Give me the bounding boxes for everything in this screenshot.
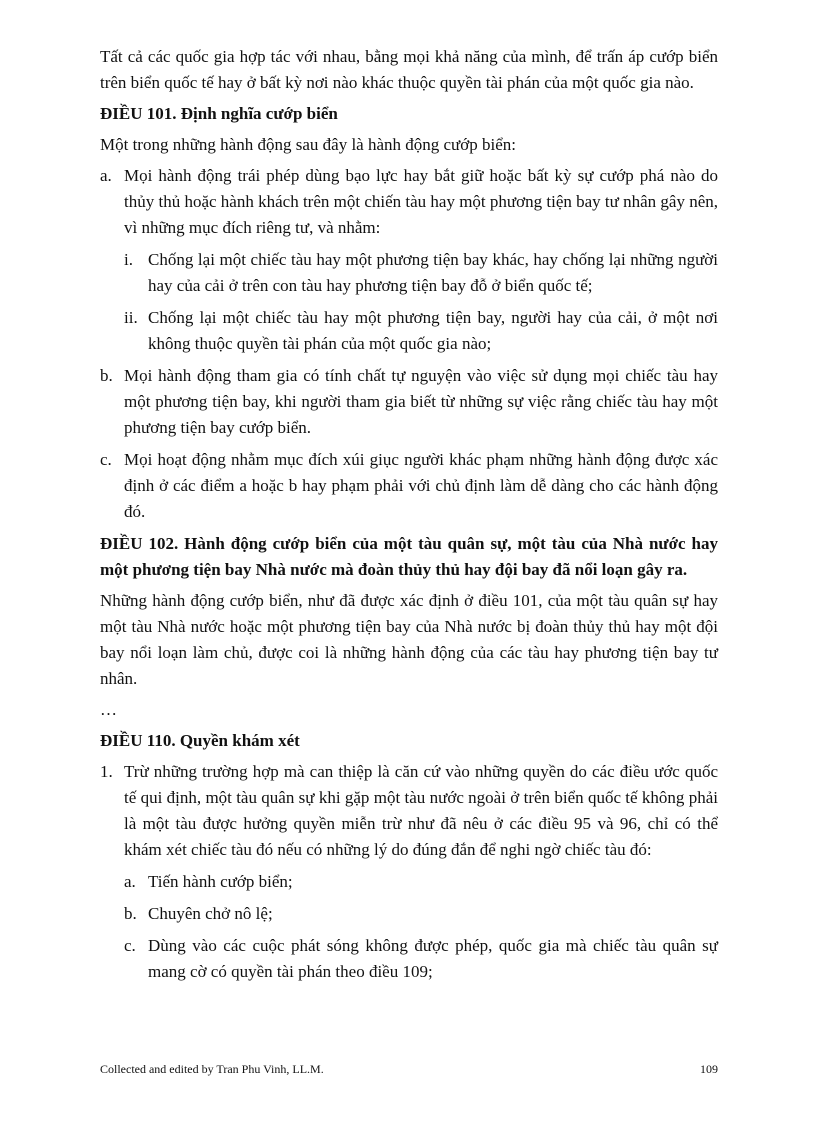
article-110-item-1	[100, 759, 718, 863]
footer-credit: Collected and edited by Tran Phu Vinh, LL.M.	[100, 1062, 324, 1076]
list-item-text: Mọi hành động tham gia có tính chất tự nguyện vào việc sử dụng mọi chiếc tàu hay một phương tiện bay, khi người tham gia biết từ những sự việc rằng chiếc tàu hay một phương tiện bay cướp biển.	[124, 366, 718, 437]
list-marker: c.	[100, 450, 112, 469]
list-marker: b.	[124, 904, 137, 923]
list-item-text: Chuyên chở nô lệ;	[148, 904, 273, 923]
article-101-item-b	[100, 363, 718, 441]
list-item-text: Chống lại một chiếc tàu hay một phương tiện bay, người hay của cải, ở một nơi không thuộc quyền tài phán của một quốc gia nào;	[148, 308, 718, 353]
article-101-item-a-i	[100, 247, 718, 299]
article-110-item-1-b	[100, 901, 718, 927]
list-marker: ii.	[124, 308, 138, 327]
list-marker: b.	[100, 366, 113, 385]
article-110-item-1-c	[100, 933, 718, 985]
list-marker: i.	[124, 250, 133, 269]
intro-paragraph: Tất cả các quốc gia hợp tác với nhau, bằng mọi khả năng của mình, để trấn áp cướp biển trên biển quốc tế hay ở bất kỳ nơi nào khác thuộc quyền tài phán của một quốc gia nào.	[100, 47, 718, 92]
article-110-item-1-a	[100, 869, 718, 895]
list-item-text: Trừ những trường hợp mà can thiệp là căn cứ vào những quyền do các điều ước quốc tế qui định, một tàu quân sự khi gặp một tàu nước ngoài ở trên biển quốc tế không phải là một tàu được hưởng quyền miễn trừ như đã nêu ở các điều 95 và 96, chỉ có thể khám xét chiếc tàu đó nếu có những lý do đúng đắn để nghi ngờ chiếc tàu đó:	[124, 762, 718, 859]
ellipsis: …	[100, 700, 117, 719]
list-marker: a.	[100, 166, 112, 185]
document-body	[100, 44, 718, 991]
page-number: 109	[700, 1062, 718, 1076]
list-item-text: Chống lại một chiếc tàu hay một phương tiện bay khác, hay chống lại những người hay của cải ở trên con tàu hay phương tiện bay đỗ ở biển quốc tế;	[148, 250, 718, 295]
list-marker: 1.	[100, 762, 113, 781]
list-item-text: Mọi hành động trái phép dùng bạo lực hay bắt giữ hoặc bất kỳ sự cướp phá nào do thủy thủ hoặc hành khách trên một chiến tàu hay một phương tiện bay tư nhân gây nên, vì những mục đích riêng tư, và nhằm:	[124, 166, 718, 237]
article-101-lead: Một trong những hành động sau đây là hành động cướp biển:	[100, 135, 516, 154]
article-110-heading: ĐIỀU 110. Quyền khám xét	[100, 731, 300, 750]
article-101-item-a	[100, 163, 718, 241]
list-item-text: Mọi hoạt động nhằm mục đích xúi giục người khác phạm những hành động được xác định ở các điểm a hoặc b hay phạm phải với chủ định làm dễ dàng cho các hành động đó.	[124, 450, 718, 521]
article-101-item-c	[100, 447, 718, 525]
article-101-item-a-ii	[100, 305, 718, 357]
list-item-text: Dùng vào các cuộc phát sóng không được phép, quốc gia mà chiếc tàu quân sự mang cờ có quyền tài phán theo điều 109;	[148, 936, 718, 981]
list-item-text: Tiến hành cướp biển;	[148, 872, 293, 891]
article-101-heading: ĐIỀU 101. Định nghĩa cướp biển	[100, 104, 338, 123]
article-102-paragraph: Những hành động cướp biển, như đã được xác định ở điều 101, của một tàu quân sự hay một tàu Nhà nước hoặc một phương tiện bay của Nhà nước bị đoàn thủy thủ hay một đội bay nổi loạn làm chủ, được coi là những hành động của các tàu hay phương tiện bay tư nhân.	[100, 591, 718, 688]
list-marker: c.	[124, 936, 136, 955]
list-marker: a.	[124, 872, 136, 891]
article-102-heading: ĐIỀU 102. Hành động cướp biển của một tàu quân sự, một tàu của Nhà nước hay một phương tiện bay Nhà nước mà đoàn thủy thủ hay đội bay đã nổi loạn gây ra.	[100, 534, 718, 579]
